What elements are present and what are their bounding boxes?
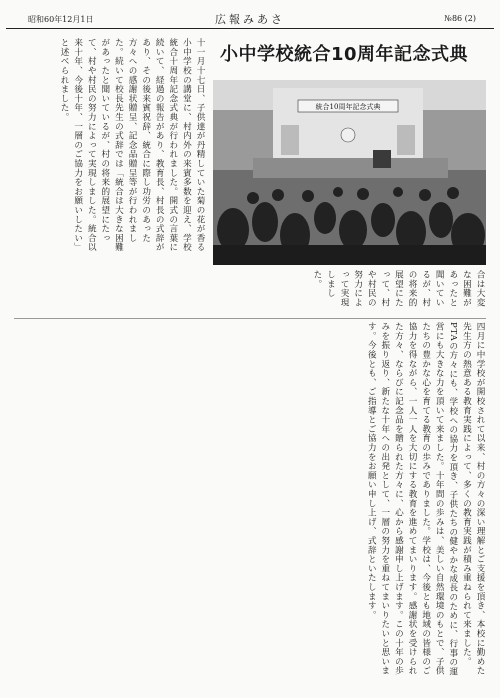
stage-sign: 統合10周年記念式典 [315,103,381,111]
section-divider [14,318,486,319]
article-continued-column: 合は大変な困難があったと聞いているが、村の将来的展望にたって、村や村民の努力によって実現しました。 [311,270,485,308]
page-header [6,8,494,29]
article-body-column: 四月に中学校が開校されて以来、村の方々の深い理解とご支援を頂き、本校に勤めた先生方の熱意ある教育実践によって、多くの教育実践が積み重ねられて来ました。PTAの方々にも、学校への協力を頂き、子供たちの健やかな成長のために、行事の運営にも大きな力を頂いて来ました。十年間の歩みは、美しい自然環境のもとで、子供たちの豊かな心を育てる教育の歩みでありました。学校は、今後とも地域の皆様のご協力を得ながら、一人一人を大切にする教育を進めてまいります。感謝状を受けられた方々、ならびに記念品を贈られた方々に、心から感謝申し上げます。この十年の歩みを振り返り、新たな十年への出発として、一層の努力を重ねてまいりたいと思います。今後とも、ご指導とご協力をお願い申し上げ、式辞といたします。 [366,322,485,677]
newsletter-title: 広報みあさ [215,13,285,26]
article-headline: 小中学校統合10周年記念式典 [220,44,469,65]
issue-date: 昭和60年12月1日 [28,15,94,24]
ceremony-photo [213,80,486,265]
article-intro-column: 十一月十七日、子供達が丹精していた菊の花が香る小中学校の講堂に、村内外の来賓多数を迎え、学校統合十周年記念式典が行われました。開式の言葉に続いて、経過の報告があり、教育長、村長の式辞があり、その後来賓祝辞、統合に際し功労のあった方々への感謝状贈呈、記念品贈呈等が行われました。続いて校長先生の式辞では「統合は大きな困難があったと聞いているが、村の将来的展望にたって、村や村民の努力によって実現しました。統合以来十年、今後十年、一層のご協力をお願いしたい」と述べられました。 [59,38,205,252]
issue-number: №86 (2) [444,14,476,23]
